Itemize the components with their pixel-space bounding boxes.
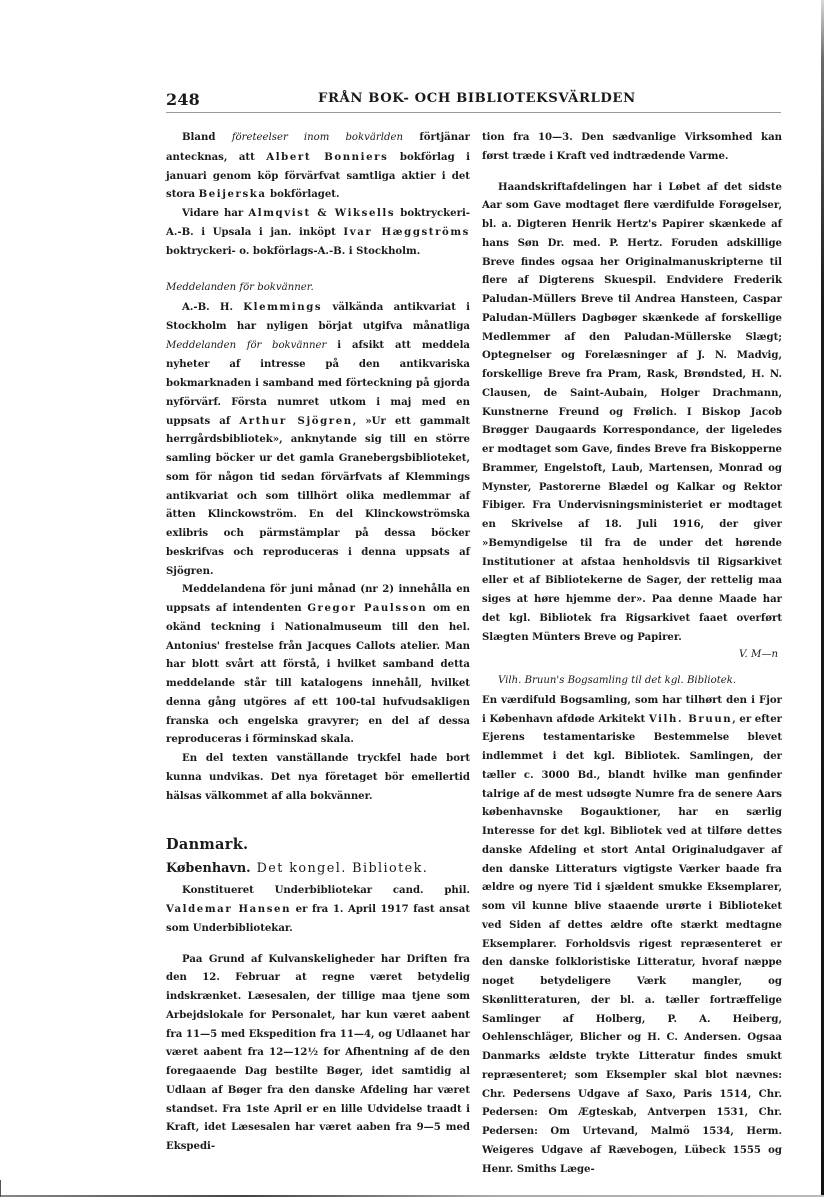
spaced-name: Albert Bonniers bbox=[266, 150, 389, 163]
spacer bbox=[482, 166, 782, 178]
spacer bbox=[166, 805, 470, 833]
italic-phrase: företeelser inom bokvärlden bbox=[231, 132, 403, 143]
left-column bbox=[166, 128, 470, 1156]
spaced-name: Klemmings bbox=[243, 301, 323, 313]
paragraph-almqvist: Vidare har Almqvist & Wiksells boktryckeri-A.-B. i Upsala i jan. inköpt Ivar Hæggströms boktryckeri- o. bokförlags-A.-B. i Stockholm. bbox=[166, 207, 470, 257]
right-column bbox=[482, 128, 782, 1178]
country-heading: Danmark. bbox=[166, 836, 249, 854]
page-number: 248 bbox=[166, 90, 200, 109]
spaced-name: Ivar Hæggströms bbox=[343, 225, 470, 238]
spaced-name: Almqvist & Wiksells bbox=[248, 207, 396, 219]
spaced-name: Beijerska bbox=[198, 188, 267, 201]
italic-phrase: Meddelanden för bokvänner bbox=[166, 339, 327, 351]
paragraph-bonniers: Bland företeelser inom bokvärlden förtjänar antecknas, att Albert Bonniers bokförlag i januari genom köp förvärfvat samtliga aktier i det stora Beijerska bokförlaget. bbox=[166, 131, 470, 201]
spaced-name: Gregor Paulsson bbox=[307, 602, 428, 614]
institution-name: Det kongel. Bibliotek. bbox=[256, 861, 429, 877]
page-header bbox=[166, 90, 781, 113]
paragraph-continuation: tion fra 10—3. Den sædvanlige Virksomhed kan først træde i Kraft ved indtrædende Varme. bbox=[482, 131, 782, 162]
section-title-meddelanden: Meddelanden för bokvänner. bbox=[166, 282, 314, 294]
paragraph-klemmings: A.-B. H. Klemmings välkända antikvariat i Stockholm har nyligen börjat utgifva månatliga Meddelanden för bokvänner i afsikt att meddela nyheter af intresse på den antikvariska bokmarknaden i samband med förteckning på gjorda nyförvärf. Första numret utkom i maj med en uppsats af Arthur Sjögren, »Ur ett gammalt herrgårdsbibliotek», anknytande sig till en större samling böcker ur det gamla Granebergsbiblioteket, som för någon tid sedan förvärfvats af Klemmings antikvariat och som tillhört olika medlemmar af ätten Klinckowström. En del Klinckowströmska exlibris och pärmstämplar på dessa böcker beskrifvas och reproduceras i denna uppsats af Sjögren. bbox=[166, 301, 471, 577]
paragraph-juni: Meddelandena för juni månad (nr 2) innehålla en uppsats af intendenten Gregor Paulsson om en okänd teckning i Nationalmuseum till den hel. Antonius' frestelse från Jacques Callots atelier. Man har blott svårt att förstå, i hvilket samband detta meddelande står till katalogens innehåll, hvilket denna gång utgöres af ett 100-tal hufvudsakligen franska och engelska gravyrer; en del af dessa reproduceras i förminskad skala. bbox=[166, 583, 470, 746]
running-title: FRÅN BOK- OCH BIBLIOTEKSVÄRLDEN bbox=[318, 91, 636, 106]
scan-edge-left bbox=[0, 1180, 1, 1197]
section-title-bruun: Vilh. Bruun's Bogsamling til det kgl. Bibliotek. bbox=[498, 675, 737, 686]
city-name: København. bbox=[166, 861, 251, 877]
spaced-name: Valdemar Hansen bbox=[166, 903, 292, 915]
paragraph-hansen: Konstitueret Underbibliotekar cand. phil. Valdemar Hansen er fra 1. April 1917 fast ansat som Underbibliotekar. bbox=[166, 884, 470, 934]
spacer bbox=[482, 665, 782, 672]
spaced-name: Arthur Sjögren bbox=[239, 414, 353, 427]
signature: V. M—n bbox=[739, 649, 778, 661]
spaced-name: Vilh. Bruun bbox=[648, 712, 733, 725]
paragraph-kulvanskeligheder: Paa Grund af Kulvanskeligheder har Driften fra den 12. Februar at regne været betydelig indskrænket. Læsesalen, der tillige maa tjene som Arbejdslokale for Personalet, har kun været aabent fra 11—5 med Ekspedition fra 11—4, og Udlaanet har været aabent fra 12—12½ for Afhentning af de den foregaaende Dag bestilte Bøger, idet samtidig al Udlaan af Bøger fra den danske Afdeling har været standset. Fra 1ste April er en lille Udvidelse traadt i Kraft, idet Læsesalen har været aaben fra 9—5 med Ekspedi- bbox=[166, 952, 470, 1152]
city-heading bbox=[166, 857, 470, 881]
spacer bbox=[166, 938, 470, 950]
spacer bbox=[166, 260, 470, 272]
paragraph-bruun: En værdifuld Bogsamling, som har tilhørt den i Fjor i København afdøde Arkitekt Vilh. Bruun, er efter Ejerens testamentariske Bestemmelse blevet indlemmet i det kgl. Bibliotek. Samlingen, der tæller c. 3000 Bd., blandt hvilke man genfinder talrige af de mest udsøgte Numre fra de senere Aars københavnske Bogauktioner, har en særlig Interesse for det kgl. Bibliotek ved at tilføre dettes danske Afdeling et stort Antal Originaludgaver af den danske Litteraturs vigtigste Værker baade fra ældre og nyere Tid i sjældent smukke Eksemplarer, som vil kunne blive staaende urørte i Biblioteket ved Siden af dettes ældre ofte stærkt medtagne Eksemplarer. Forholdsvis rigest repræsenteret er den danske folkloristiske Litteratur, hvoraf næppe noget betydeligere Værk mangler, og Skønlitteraturen, der bl. a. tæller fortræffelige Samlinger af Holberg, P. A. Heiberg, Oehlenschläger, Blicher og H. C. Andersen. Ogsaa Danmarks ældste trykte Litteratur findes smukt repræsenteret; som Eksempler skal blot nævnes: Chr. Pedersens Udgave af Saxo, Paris 1514, Chr. Pedersen: Om Ægteskab, Antverpen 1531, Chr. Pedersen: Om Urtevand, Malmö 1534, Herm. Weigeres Udgave af Rævebogen, Lübeck 1555 og Henr. Smiths Læge- bbox=[482, 693, 782, 1175]
spacer bbox=[166, 272, 470, 279]
paragraph-tryckfel: En del texten vanställande tryckfel hade bort kunna undvikas. Det nya företaget bör emellertid hälsas välkommet af alla bokvänner. bbox=[166, 752, 470, 802]
paragraph-haandskrift: Haandskriftafdelingen har i Løbet af det sidste Aar som Gave modtaget flere værdifulde Forøgelser, bl. a. Digteren Henrik Hertz's Papirer skænkede af hans Søn Dr. med. P. Hertz. Foruden adskillige Breve findes ogsaa her Originalmanuskripterne til flere af Digterens Skuespil. Endvidere Frederik Paludan-Müllers Breve til Andrea Hansteen, Caspar Paludan-Müllers Dagbøger skænkede af forskellige Medlemmer af den Paludan-Müllerske Slægt; Optegnelser og Forelæsninger af J. N. Madvig, forskellige Breve fra Pram, Rask, Brøndsted, H. N. Clausen, de Saint-Aubain, Holger Drachmann, Kunstnerne Freund og Frølich. I Biskop Jacob Brøgger Daugaards Korrespondance, der ligeledes er modtaget som Gave, findes Breve fra Biskopperne Brammer, Engelstoft, Laub, Martensen, Monrad og Mynster, Pastorerne Blædel og Kalkar og Rektor Fibiger. Fra Undervisningsministeriet er modtaget en Skrivelse af 18. Juli 1916, der giver »Bemyndigelse til fra de under det hørende Institutioner at afstaa henholdsvis til Rigsarkivet eller et af Bibliotekerne de Sager, der rettelig maa siges at høre hjemme der». Paa denne Maade har det kgl. Bibliotek fra Rigsarkivet faaet overført Slægten Münters Breve og Papirer. bbox=[482, 180, 782, 643]
